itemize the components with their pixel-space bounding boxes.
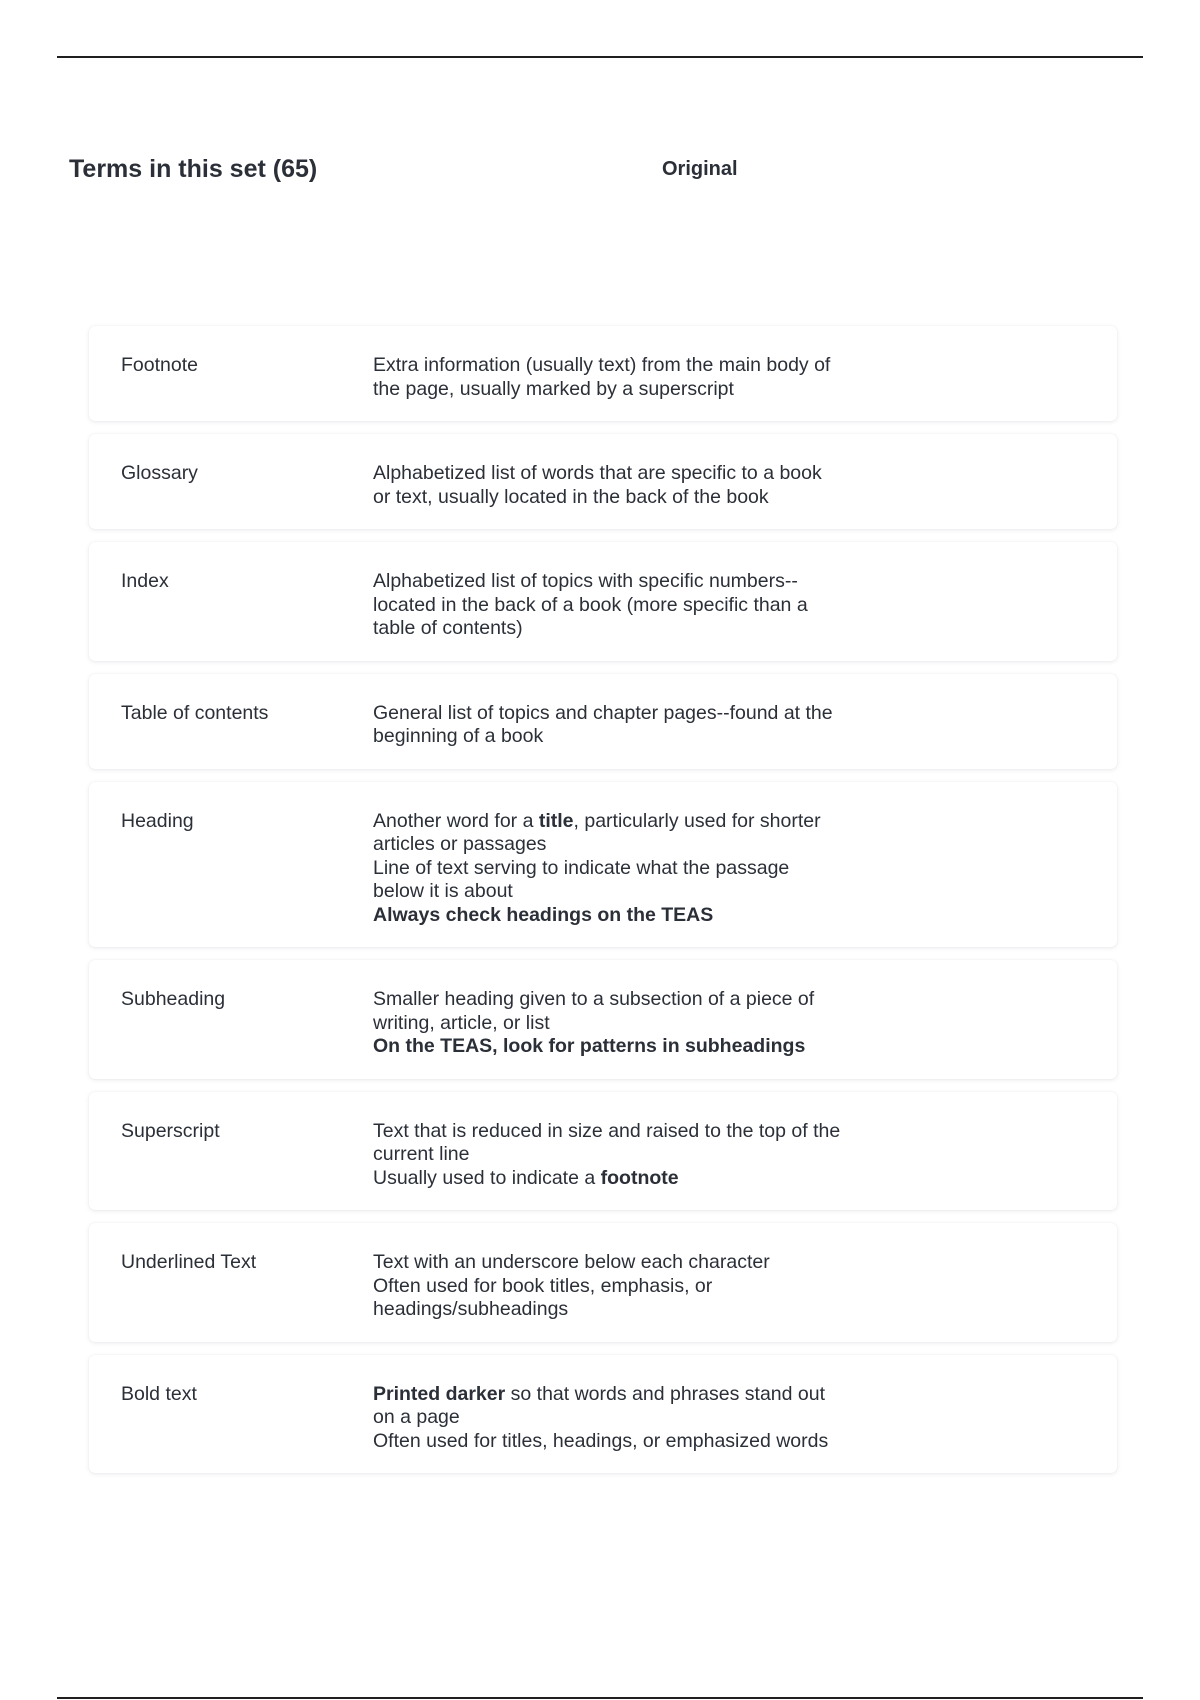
definition-segment: Alphabetized list of words that are specific to a book or text, usually located in the back of the book <box>373 462 822 508</box>
definition-text <box>373 462 843 509</box>
term-card <box>89 674 1117 769</box>
definition-segment: Another word for a <box>373 809 539 832</box>
term-text: Glossary <box>121 462 198 484</box>
term-text: Footnote <box>121 354 198 376</box>
definition-text <box>373 1251 843 1322</box>
definition-segment: so that words and phrases stand out on a page <box>373 1382 825 1428</box>
definition-bold-segment: footnote <box>600 1166 679 1189</box>
definition-bold-segment: Always check headings on the TEAS <box>373 903 714 926</box>
definition-text <box>373 702 843 749</box>
definition-segment: Often used for book titles, emphasis, or headings/subheadings <box>373 1274 713 1320</box>
definition-bold-segment: title <box>538 809 574 832</box>
definition-segment: Often used for titles, headings, or emphasized words <box>373 1429 829 1452</box>
definition-line <box>373 462 843 509</box>
term-card <box>89 1355 1117 1474</box>
definition-line <box>373 1430 843 1454</box>
term-text: Bold text <box>121 1382 197 1405</box>
definition-segment: Alphabetized list of topics with specific numbers--located in the back of a book (more specific than a table of contents) <box>373 570 808 639</box>
definition-line <box>373 857 843 904</box>
definition-segment: Smaller heading given to a subsection of a piece of writing, article, or list <box>373 988 815 1034</box>
definition-segment: , particularly used for shorter articles or passages <box>373 809 821 855</box>
bottom-rule <box>57 1697 1143 1699</box>
term-card <box>89 1223 1117 1342</box>
term-card <box>89 782 1117 948</box>
definition-line <box>373 1120 843 1167</box>
term-card <box>89 326 1117 421</box>
definition-bold-segment: On the TEAS, look for patterns in subheadings <box>373 1035 806 1057</box>
set-header <box>69 155 1139 195</box>
term-text: Table of contents <box>121 701 269 724</box>
definition-text <box>373 570 843 641</box>
definition-bold-segment: Printed darker <box>373 1382 506 1405</box>
definition-text <box>373 1120 843 1191</box>
definition-line <box>373 810 843 857</box>
term-card <box>89 542 1117 661</box>
definition-segment: Text that is reduced in size and raised to the top of the current line <box>373 1119 841 1165</box>
term-card <box>89 434 1117 529</box>
set-title: Terms in this set (65) <box>69 155 318 183</box>
term-text: Underlined Text <box>121 1251 257 1273</box>
definition-line <box>373 988 843 1035</box>
definition-text <box>373 810 843 928</box>
term-text: Superscript <box>121 1119 220 1142</box>
definition-line <box>373 1383 843 1430</box>
top-rule <box>57 56 1143 58</box>
term-card <box>89 960 1117 1079</box>
definition-line <box>373 1167 843 1191</box>
definition-segment: General list of topics and chapter pages--found at the beginning of a book <box>373 701 833 747</box>
term-text: Subheading <box>121 988 226 1010</box>
term-card-list <box>89 326 1117 1486</box>
term-text: Heading <box>121 809 194 832</box>
definition-line <box>373 702 843 749</box>
term-text: Index <box>121 570 169 592</box>
definition-line <box>373 904 843 928</box>
term-card <box>89 1092 1117 1211</box>
original-column-label: Original <box>662 158 738 180</box>
definition-text <box>373 354 843 401</box>
definition-text <box>373 1383 843 1454</box>
definition-text <box>373 988 843 1059</box>
definition-line <box>373 570 843 641</box>
definition-segment: Extra information (usually text) from the main body of the page, usually marked by a superscript <box>373 354 831 400</box>
definition-line <box>373 1251 843 1275</box>
definition-segment: Usually used to indicate a <box>373 1166 601 1189</box>
definition-line <box>373 354 843 401</box>
definition-segment: Text with an underscore below each character <box>373 1251 770 1273</box>
definition-segment: Line of text serving to indicate what the passage below it is about <box>373 856 790 902</box>
definition-line <box>373 1035 843 1059</box>
definition-line <box>373 1275 843 1322</box>
